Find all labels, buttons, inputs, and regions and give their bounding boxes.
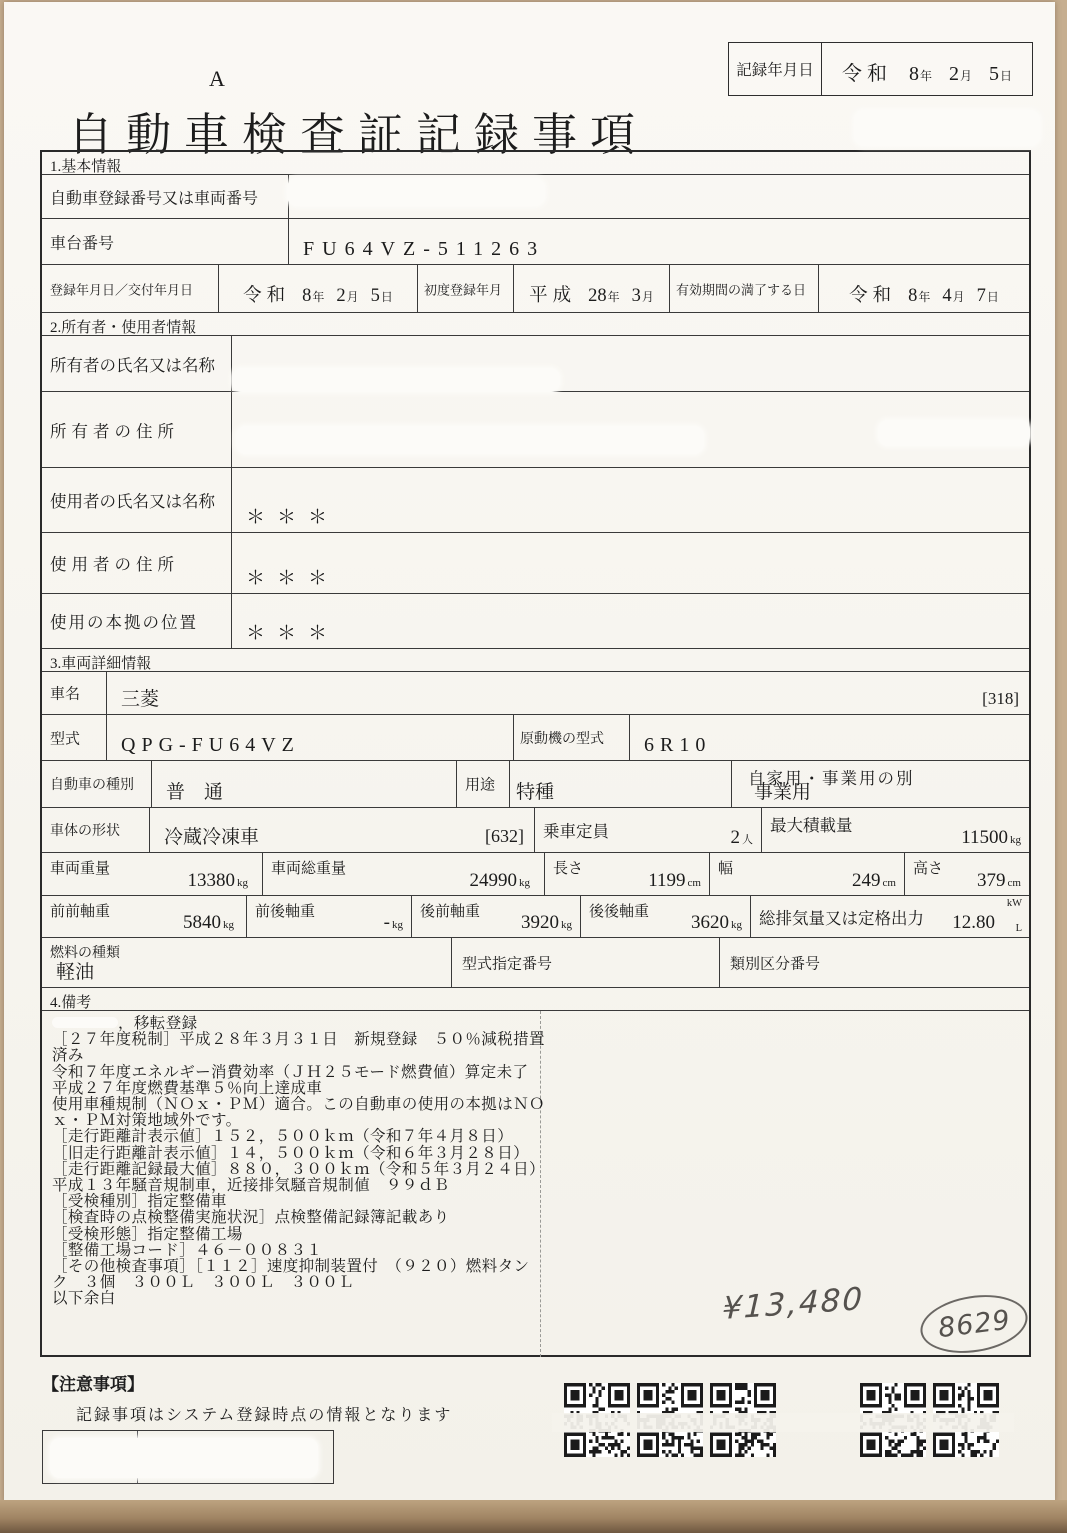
- remarks-line: ｘ・ＰＭ対策地域外です。: [52, 1112, 242, 1130]
- record-date-year: 8: [908, 63, 919, 85]
- section3-heading: 3.車両詳細情報: [42, 649, 1029, 672]
- redaction-smudge: [232, 368, 560, 392]
- max-load-number: 11500: [961, 827, 1008, 848]
- user-name-label: 使用者の氏名又は名称: [50, 492, 215, 511]
- record-date-label: 記録年月日: [729, 43, 822, 95]
- user-address-label: 使用者の住所: [50, 555, 179, 574]
- first-registration-label: 初度登録年月: [424, 282, 503, 297]
- record-date-value: [822, 43, 1032, 95]
- month: 2: [336, 286, 346, 306]
- qr-redaction-band: [552, 1413, 1014, 1432]
- max-load-value: [961, 827, 1021, 849]
- length-value: [648, 870, 701, 892]
- document-page: [4, 2, 1055, 1503]
- fuel-row: [42, 938, 1029, 988]
- axle-rear-front-value: [521, 912, 572, 934]
- business-label: 自家用・事業用の別: [748, 769, 915, 788]
- photo-edge: [0, 1500, 1067, 1533]
- redaction-smudge: [50, 1438, 318, 1478]
- vehicle-kind-value: 普 通: [166, 782, 224, 803]
- gross-weight-value: [470, 870, 531, 892]
- year-unit: 年: [312, 290, 325, 304]
- owner-address-label: 所有者の住所: [50, 421, 179, 441]
- year: 28: [588, 286, 607, 306]
- car-name-label: 車名: [50, 686, 81, 703]
- redaction-smudge: [878, 420, 1030, 446]
- remarks-line: ［その他検査事項］［１１２］速度抑制装置付 （９２０）燃料タン: [52, 1258, 530, 1276]
- gross-weight-label: 車両総重量: [271, 861, 347, 877]
- height-label: 高さ: [913, 861, 944, 877]
- remarks-line: ［検査時の点検整備実施状況］点検整備記録簿記載あり: [52, 1209, 450, 1227]
- base-location-label: 使用の本拠の位置: [50, 613, 198, 632]
- axle-front-front-label: 前前軸重: [50, 904, 111, 920]
- width-label: 幅: [718, 861, 734, 877]
- era: 令和: [849, 286, 897, 306]
- chassis-number-value: FU64VZ-511263: [303, 238, 546, 260]
- car-name-value: 三菱: [121, 689, 160, 710]
- notice-heading: 【注意事項】: [42, 1375, 144, 1394]
- body-capacity-load-row: [42, 808, 1029, 853]
- fuel-type-value: 軽油: [56, 962, 95, 983]
- record-date-day: 5: [989, 63, 999, 85]
- length-label: 長さ: [553, 861, 584, 877]
- remarks-line: 済み: [52, 1047, 84, 1065]
- first-registration-date: [514, 281, 669, 307]
- kg-unit: kg: [223, 919, 234, 931]
- record-date-era: 令和: [841, 63, 892, 85]
- axle-number: 3920: [521, 912, 559, 933]
- body-shape-value: 冷蔵冷凍車: [164, 827, 260, 848]
- record-table: [40, 150, 1031, 1357]
- chassis-number-label: 車台番号: [50, 235, 115, 252]
- remarks-box: [42, 1011, 1029, 1357]
- remarks-line: ［整備工場コード］４６－００８３１: [52, 1241, 323, 1259]
- day: 7: [976, 286, 986, 306]
- vehicle-weight-value: [188, 870, 249, 892]
- month-unit: 月: [959, 69, 972, 83]
- user-name-row: [42, 468, 1029, 533]
- remarks-line: ［受検形態］指定整備工場: [52, 1225, 243, 1243]
- redaction-smudge: [854, 110, 1040, 146]
- height-value: [977, 870, 1021, 892]
- fuel-type-label: 燃料の種類: [50, 946, 120, 961]
- year: 8: [302, 286, 312, 306]
- engine-model-value: 6R10: [644, 734, 712, 756]
- remarks-line: 以下余白: [52, 1290, 116, 1308]
- kind-use-business-row: [42, 761, 1029, 808]
- remarks-lines: [52, 1031, 545, 1308]
- era: 令和: [243, 286, 291, 306]
- kg-unit: kg: [519, 877, 530, 889]
- redaction-smudge: [287, 178, 545, 206]
- year-unit: 年: [918, 290, 931, 304]
- kg-unit: kg: [237, 877, 248, 889]
- era: 平成: [529, 286, 577, 306]
- kg-unit: kg: [561, 919, 572, 931]
- remarks-line: ［走行距離計表示値］１５２，５００ｋｍ（令和７年４月８日）: [52, 1128, 514, 1146]
- cm-unit: cm: [1007, 877, 1021, 889]
- width-value: [852, 870, 896, 892]
- record-date-box: [728, 42, 1033, 96]
- section2-heading: 2.所有者・使用者情報: [42, 313, 1029, 336]
- car-name-code: [318]: [982, 689, 1019, 708]
- car-name-row: [42, 672, 1029, 715]
- max-load-label: 最大積載量: [770, 816, 853, 835]
- kg-unit: kg: [731, 919, 742, 931]
- cm-unit: cm: [882, 877, 896, 889]
- model-row: [42, 715, 1029, 761]
- classification-number-label: 類別区分番号: [730, 956, 821, 972]
- vehicle-kind-label: 自動車の種別: [50, 778, 134, 793]
- notice-text: 記録事項はシステム登録時点の情報となります: [76, 1407, 453, 1424]
- capacity-label: 乗車定員: [543, 822, 609, 841]
- axle-front-rear-value: [384, 912, 403, 934]
- month: 4: [942, 286, 952, 306]
- redaction-smudge: [52, 1017, 118, 1028]
- day-unit: 日: [1000, 69, 1013, 83]
- body-shape-code: [632]: [485, 826, 524, 846]
- registration-number-label: 自動車登録番号又は車両番号: [50, 190, 259, 207]
- user-address-value: ＊＊＊: [246, 568, 340, 589]
- base-location-row: [42, 594, 1029, 649]
- year-unit: 年: [919, 69, 932, 83]
- remarks-line: 令和７年度エネルギー消費効率（ＪＨ２５モード燃費値）算定未了: [52, 1063, 529, 1081]
- document-title: 自動車検査証記録事項: [68, 110, 649, 160]
- displacement-units: [1007, 899, 1022, 934]
- user-address-row: [42, 533, 1029, 594]
- year: 8: [908, 286, 918, 306]
- cm-unit: cm: [687, 877, 701, 889]
- kg-unit: kg: [1010, 834, 1021, 846]
- kg-unit: kg: [392, 919, 403, 931]
- registration-issue-date-label: 登録年月日／交付年月日: [50, 282, 194, 297]
- remarks-column-divider: [540, 1011, 541, 1357]
- height-number: 379: [977, 870, 1006, 891]
- user-name-value: ＊＊＊: [246, 507, 340, 528]
- engine-model-label: 原動機の型式: [520, 731, 604, 747]
- axle-rear-front-label: 後前軸重: [420, 904, 481, 920]
- remarks-first-line: ，移転登録: [118, 1015, 198, 1032]
- vehicle-weight-label: 車両重量: [50, 861, 111, 877]
- remarks-line: 使用車種規制（ＮＯｘ・ＰＭ）適合。この自動車の使用の本拠はＮＯ: [52, 1096, 545, 1114]
- month-unit: 月: [346, 290, 359, 304]
- width-number: 249: [852, 870, 881, 891]
- use-label: 用途: [465, 777, 496, 794]
- year-unit: 年: [607, 290, 620, 304]
- redaction-smudge: [236, 426, 704, 454]
- business-value: 事業用: [754, 782, 812, 803]
- page-mark: A: [209, 66, 225, 91]
- axle-front-rear-label: 前後軸重: [255, 904, 316, 920]
- model-label: 型式: [50, 731, 81, 747]
- base-location-value: ＊＊＊: [246, 623, 340, 644]
- section4-heading: 4.備考: [42, 988, 1029, 1011]
- displacement-value: 12.80: [952, 912, 995, 933]
- model-value: QPG-FU64VZ: [121, 734, 300, 756]
- capacity-number: 2: [730, 827, 740, 848]
- circled-number-text: 8629: [936, 1304, 1012, 1344]
- remarks-line: ［旧走行距離計表示値］１４，５００ｋｍ（令和６年３月２８日）: [52, 1144, 530, 1162]
- remarks-line: [52, 1016, 534, 1032]
- expiry-date-label: 有効期間の満了する日: [676, 282, 807, 297]
- owner-name-label: 所有者の氏名又は名称: [50, 355, 215, 375]
- axle-rear-rear-value: [691, 912, 742, 934]
- registration-issue-date: [219, 281, 417, 307]
- remarks-line: ク ３個 ３００Ｌ ３００Ｌ ３００Ｌ: [52, 1274, 355, 1292]
- remarks-line: 平成１３年騒音規制車，近接排気騒音規制値 ９９ｄＢ: [52, 1177, 450, 1195]
- month-unit: 月: [641, 290, 654, 304]
- chassis-number-row: [42, 219, 1029, 265]
- liter-unit: L: [1015, 923, 1022, 934]
- use-value: 特種: [516, 782, 555, 803]
- section1-heading: 1.基本情報: [42, 152, 1029, 175]
- day: 5: [370, 286, 380, 306]
- axle-rear-rear-label: 後後軸重: [589, 904, 650, 920]
- gross-number: 24990: [469, 870, 517, 891]
- day-unit: 日: [380, 290, 393, 304]
- weight-dimensions-row: [42, 853, 1029, 896]
- day-unit: 日: [986, 290, 999, 304]
- type-designation-label: 型式指定番号: [462, 956, 553, 972]
- axle-weight-row: [42, 896, 1029, 938]
- record-date-month: 2: [948, 63, 959, 85]
- axle-front-front-value: [183, 912, 234, 934]
- remarks-line: ［受検種別］指定整備車: [52, 1193, 227, 1211]
- expiry-date: [819, 281, 1029, 307]
- axle-number: -: [383, 912, 390, 933]
- body-shape-label: 車体の形状: [50, 824, 120, 839]
- axle-number: 5840: [183, 912, 221, 933]
- month-unit: 月: [952, 290, 965, 304]
- capacity-value: [731, 827, 754, 849]
- kw-unit: kW: [1006, 898, 1022, 909]
- axle-number: 3620: [691, 912, 729, 933]
- month: 3: [631, 286, 641, 306]
- remarks-line: 平成２７年度燃費基準５％向上達成車: [52, 1079, 323, 1097]
- displacement-label: 総排気量又は定格出力: [759, 908, 924, 928]
- person-unit: 人: [742, 834, 753, 846]
- weight-number: 13380: [187, 870, 235, 891]
- dates-row: [42, 265, 1029, 313]
- handwritten-price: ¥13,480: [721, 1280, 865, 1328]
- remarks-line: ［走行距離記録最大値］８８０，３００ｋｍ（令和５年３月２４日）: [52, 1160, 545, 1178]
- remarks-line: ［２７年度税制］平成２８年３月３１日 新規登録 ５０％減税措置: [52, 1031, 545, 1049]
- length-number: 1199: [648, 870, 686, 891]
- remarks-text: [52, 1015, 545, 1308]
